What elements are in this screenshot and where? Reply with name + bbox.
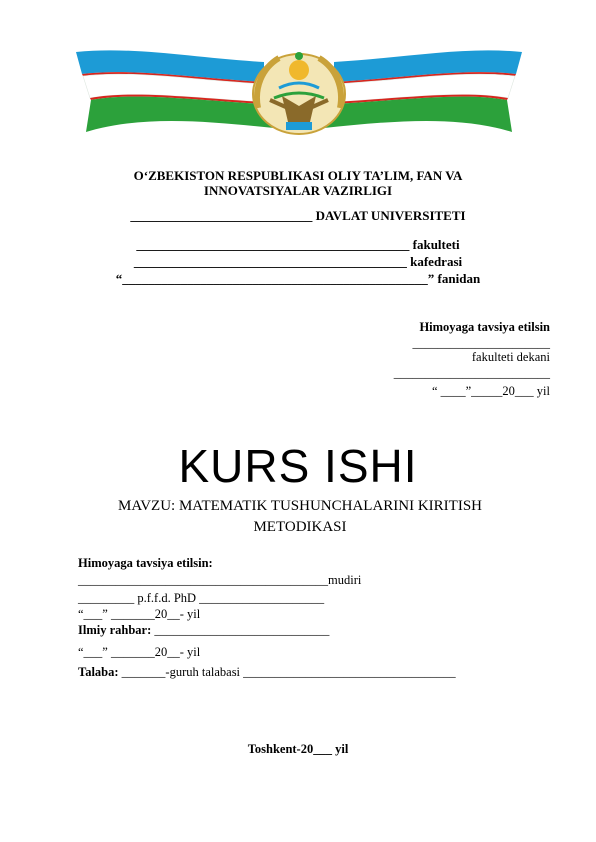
date-line-2: “___” _______20__- yil [78,645,201,659]
topic [60,496,540,538]
approval-signature-line: ______________________ [412,336,550,350]
phd-line: _________ p.f.f.d. PhD ____________________ [78,591,325,605]
supervisor-label: Ilmiy rahbar: [78,623,152,637]
faculty-line: __________________________________________ fakulteti [136,237,460,252]
university-line: ____________________________ DAVLAT UNIVERSITETI [130,208,466,223]
city-year: Toshkent-20___ yil [247,742,349,756]
supervisor-line: ____________________________ [151,623,330,637]
topic-line-2: METODIKASI [253,519,347,535]
supervisor-row [78,623,329,638]
document-title: KURS ISHI [178,440,418,492]
approval-title: Himoyaga tavsiya etilsin [419,320,550,334]
date-line-1: “___” _______20__- yil [78,607,201,621]
ministry-line-1: O‘ZBEKISTON RESPUBLIKASI OLIY TA’LIM, FAN VA [133,168,463,183]
student-line: _______-guruh talabasi __________________________________ [118,665,456,679]
approval-date: “ ____”_____20___ yil [431,384,550,398]
state-emblem-flags-icon [74,48,524,140]
approval-dean-label: fakulteti dekani [471,350,550,364]
department-line: __________________________________________ kafedrasi [133,254,463,269]
defense-label: Himoyaga tavsiya etilsin: [78,556,213,570]
coat-of-arms-icon [253,52,345,134]
topic-line-1: MAVZU: MATEMATIK TUSHUNCHALARINI KIRITISH [117,498,483,514]
approval-signature-line-2: _________________________ [393,366,550,380]
right-flag-icon [324,50,522,132]
student-label: Talaba: [78,665,119,679]
student-row [78,665,456,680]
ministry-line-2: INNOVATSIYALAR VAZIRLIGI [203,183,393,198]
department-head-line: ________________________________________mudiri [78,573,362,587]
subject-line: “_______________________________________________” fanidan [115,271,481,286]
left-flag-icon [76,50,274,132]
